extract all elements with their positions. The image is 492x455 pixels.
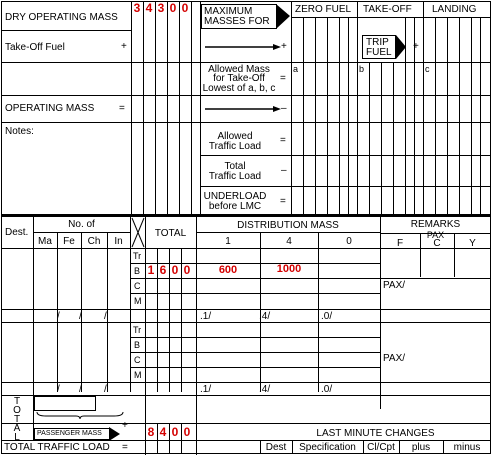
- allowed-traffic-line1: Allowed: [217, 131, 253, 142]
- remarks-header: REMARKS: [410, 219, 461, 230]
- grid-line: [181, 440, 182, 454]
- dom-digit: 3: [133, 1, 141, 15]
- grid-line: [291, 17, 491, 18]
- total-vertical-letter: L: [14, 432, 20, 443]
- grid-line: [435, 17, 436, 214]
- column-a-label: a: [293, 64, 299, 74]
- grid-line: [447, 17, 448, 214]
- underload-line2: before LMC: [208, 201, 262, 212]
- b-total-digit: 0: [171, 263, 179, 277]
- distribution-mass-header: DISTRIBUTION MASS: [237, 220, 339, 231]
- column-b-label: b: [359, 64, 365, 74]
- landing-header: LANDING: [432, 4, 477, 15]
- total-vertical-letter: T: [13, 396, 21, 407]
- allowed-mass-line3: Lowest of a, b, c: [202, 83, 276, 94]
- dom-digit: 0: [181, 1, 189, 15]
- grid-line: [459, 17, 460, 214]
- last-minute-changes-header: LAST MINUTE CHANGES: [316, 428, 435, 439]
- grid-line: [480, 17, 481, 214]
- grid-line: [130, 337, 380, 338]
- arrow-right-icon: [109, 427, 121, 441]
- grid-line: [1, 122, 491, 123]
- slash: /: [104, 311, 107, 322]
- lmc-minus-header: minus: [453, 442, 481, 453]
- row-label-c: C: [134, 355, 141, 365]
- passenger-mass-digit: 0: [171, 425, 179, 439]
- grid-line: [318, 232, 319, 392]
- dom-digit: 4: [145, 1, 153, 15]
- grid-line: [196, 216, 197, 455]
- allowed-mass-line1: Allowed Mass: [208, 64, 270, 75]
- equals-sign: =: [280, 135, 286, 146]
- grid-line: [1, 309, 491, 310]
- c-header: C: [433, 238, 441, 249]
- total-traffic-line2: Traffic Load: [208, 171, 262, 182]
- grid-line: [1, 215, 491, 217]
- b-total-digit: 1: [147, 263, 155, 277]
- plus-sign: +: [121, 41, 127, 52]
- passenger-mass-digit: 8: [147, 425, 155, 439]
- plus-sign: +: [281, 41, 287, 52]
- max-masses-line2: MASSES FOR: [204, 16, 270, 27]
- operating-mass-label: OPERATING MASS: [5, 103, 95, 114]
- plus-sign: +: [122, 420, 128, 431]
- pax-remark: PAX/: [383, 353, 406, 364]
- lmc-spec-header: Specification: [299, 442, 356, 453]
- grid-line: [315, 17, 316, 214]
- arrow-right-icon: [205, 43, 281, 51]
- trip-fuel-line2: FUEL: [366, 47, 392, 58]
- dist-4-subtotal: .4/: [259, 311, 271, 322]
- dist-0-subtotal: .0/: [321, 384, 333, 395]
- zone-4-value: 1000: [276, 263, 302, 275]
- row-label-c: C: [134, 281, 141, 291]
- row-label-m: M: [134, 296, 142, 306]
- allowed-traffic-line2: Traffic Load: [208, 141, 262, 152]
- total-vertical-letter: O: [13, 405, 21, 416]
- grid-line: [200, 186, 491, 187]
- f-header: F: [396, 238, 404, 249]
- grid-line: [130, 278, 491, 279]
- allowed-mass-line2: for Take-Off: [213, 73, 265, 84]
- dest-header: Dest.: [5, 227, 29, 238]
- zone-0-header: 0: [346, 236, 352, 247]
- y-header: Y: [469, 238, 476, 249]
- b-total-digit: 0: [183, 263, 191, 277]
- grid-line: [1, 62, 491, 63]
- lmc-plus-header: plus: [411, 442, 431, 453]
- row-label-tr: Tr: [133, 325, 142, 335]
- grid-line: [381, 62, 382, 214]
- grid-line: [143, 1, 144, 214]
- cross-icon: [131, 217, 145, 248]
- pax-remark: PAX/: [383, 280, 406, 291]
- grid-line: [471, 17, 472, 214]
- take-off-header: TAKE-OFF: [363, 4, 412, 15]
- grid-line: [1, 382, 491, 383]
- in-header: In: [114, 236, 123, 247]
- grid-line: [1, 322, 491, 323]
- grid-line: [423, 1, 424, 214]
- passenger-mass-digit: 4: [159, 425, 167, 439]
- no-of-header: No. of: [68, 219, 95, 230]
- slash: /: [57, 384, 60, 395]
- grid-line: [200, 1, 201, 214]
- grid-line: [33, 232, 130, 233]
- slash: /: [104, 384, 107, 395]
- arrow-right-icon: [276, 4, 292, 30]
- equals-sign: =: [122, 442, 128, 453]
- dist-1-subtotal: .1/: [200, 311, 212, 322]
- passenger-mass-label: PASSENGER MASS: [37, 430, 102, 437]
- grid-line: [291, 1, 292, 214]
- row-label-b: B: [134, 340, 141, 350]
- grid-line: [131, 1, 132, 214]
- total-vertical-letter: A: [13, 423, 21, 434]
- grid-line: [130, 367, 380, 368]
- ma-header: Ma: [38, 236, 52, 247]
- lmc-cl-header: Cl/Cpt: [367, 442, 395, 453]
- grid-line: [393, 62, 394, 214]
- grid-line: [179, 1, 180, 214]
- total-traffic-load-label: TOTAL TRAFFIC LOAD: [4, 442, 110, 453]
- grid-line: [339, 17, 340, 214]
- row-label-tr: Tr: [133, 251, 142, 261]
- dist-0-subtotal: .0/: [321, 311, 333, 322]
- zone-1-header: 1: [225, 236, 231, 247]
- takeoff-fuel-label: Take-Off Fuel: [5, 42, 65, 53]
- zone-1-value: 600: [218, 264, 238, 276]
- column-c-label: c: [425, 64, 430, 74]
- grid-line: [196, 232, 380, 233]
- arrow-right-icon: [396, 35, 408, 59]
- dist-1-subtotal: .1/: [200, 384, 212, 395]
- grid-line: [200, 155, 491, 156]
- total-vertical-letter: T: [13, 414, 21, 425]
- grid-line: [155, 1, 156, 214]
- arrow-right-icon: [205, 105, 281, 113]
- grid-line: [369, 62, 370, 214]
- grid-line: [130, 263, 380, 264]
- grid-line: [1, 95, 491, 96]
- grid-line: [1, 423, 491, 424]
- grid-line: [130, 352, 380, 353]
- passenger-mass-digit: 0: [183, 425, 191, 439]
- lmc-dest-header: Dest: [265, 442, 287, 453]
- grid-line: [303, 17, 304, 214]
- total-header: TOTAL: [154, 228, 187, 239]
- equals-sign: =: [280, 196, 286, 207]
- grid-line: [157, 440, 158, 454]
- grid-line: [107, 232, 108, 392]
- dom-digit: 0: [169, 1, 177, 15]
- minus-sign: –: [281, 103, 287, 114]
- equals-sign: =: [119, 103, 125, 114]
- dry-operating-mass-label: DRY OPERATING MASS: [5, 12, 118, 23]
- underload-line1: UNDERLOAD: [203, 191, 267, 202]
- slash: /: [79, 384, 82, 395]
- row-label-b: B: [134, 266, 141, 276]
- grid-line: [145, 216, 146, 455]
- equals-sign: =: [280, 73, 286, 84]
- ch-header: Ch: [87, 236, 101, 247]
- dom-digit: 3: [157, 1, 165, 15]
- grid-line: [1, 440, 260, 441]
- zero-fuel-header: ZERO FUEL: [295, 4, 352, 15]
- total-pax-box: [34, 396, 96, 411]
- grid-line: [130, 293, 380, 294]
- zone-4-header: 4: [286, 236, 292, 247]
- pax-header: PAX: [426, 230, 445, 240]
- grid-line: [1, 30, 131, 31]
- dist-4-subtotal: .4/: [259, 384, 271, 395]
- trip-fuel-line1: TRIP: [366, 37, 389, 48]
- grid-line: [357, 1, 358, 214]
- slash: /: [57, 311, 60, 322]
- notes-label: Notes:: [5, 126, 34, 137]
- brace-icon: [36, 411, 124, 420]
- fe-header: Fe: [63, 236, 75, 247]
- grid-line: [260, 440, 491, 441]
- slash: /: [79, 311, 82, 322]
- max-masses-line1: MAXIMUM: [204, 6, 253, 17]
- grid-line: [191, 1, 192, 214]
- plus-sign: +: [413, 41, 419, 52]
- row-label-m: M: [134, 370, 142, 380]
- b-total-digit: 6: [159, 263, 167, 277]
- grid-line: [348, 17, 349, 214]
- total-traffic-line1: Total: [224, 161, 246, 172]
- minus-sign: –: [281, 165, 287, 176]
- grid-line: [167, 1, 168, 214]
- grid-line: [327, 17, 328, 214]
- grid-line: [169, 440, 170, 454]
